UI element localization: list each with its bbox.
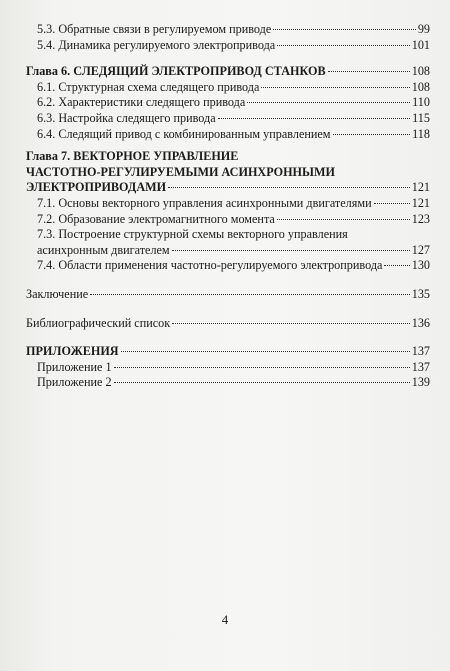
toc-entry-page: 99 xyxy=(417,22,430,36)
chapter-page: 108 xyxy=(411,64,430,79)
toc-appendix-1 xyxy=(26,360,430,376)
toc-chapter-7 xyxy=(26,149,430,196)
chapter-page: 121 xyxy=(411,180,430,195)
toc-entry-label: Приложение 1 xyxy=(37,359,112,374)
toc-entry-page: 123 xyxy=(411,211,430,226)
dot-leader xyxy=(273,29,416,30)
dot-leader xyxy=(114,382,410,383)
dot-leader xyxy=(172,323,410,324)
toc-entry-7-4 xyxy=(26,258,430,274)
table-of-contents xyxy=(26,22,430,391)
toc-entry-label: Библиографический список xyxy=(26,315,171,330)
toc-entry-label: 7.4. Области применения частотно-регулируемого электропривода xyxy=(37,258,383,273)
toc-entry-label: 6.1. Структурная схема следящего привода xyxy=(37,79,260,94)
chapter-title-line: ЧАСТОТНО-РЕГУЛИРУЕМЫМИ АСИНХРОННЫМИ xyxy=(26,164,335,179)
toc-entry-label: 6.2. Характеристики следящего привода xyxy=(37,95,246,110)
toc-appendix-2 xyxy=(26,375,430,391)
toc-entry-6-2 xyxy=(26,95,430,111)
toc-entry-label: 7.1. Основы векторного управления асинхронными двигателями xyxy=(37,195,372,210)
chapter-page: 137 xyxy=(411,344,430,359)
dot-leader xyxy=(218,118,410,119)
toc-entry-6-1 xyxy=(26,80,430,96)
dot-leader xyxy=(277,45,410,46)
toc-entry-label: Приложение 2 xyxy=(37,375,112,390)
toc-entry-page: 115 xyxy=(412,110,430,125)
toc-entry-5-3 xyxy=(26,22,430,38)
chapter-title-line: ЭЛЕКТРОПРИВОДАМИ xyxy=(26,180,167,195)
toc-entry-label: 5.3. Обратные связи в регулируемом приводе xyxy=(37,22,272,36)
toc-entry-page: 110 xyxy=(412,95,430,110)
dot-leader xyxy=(328,71,410,72)
dot-leader xyxy=(247,102,410,103)
dot-leader xyxy=(172,250,410,251)
toc-entry-label-line: 7.3. Построение структурной схемы векторного управления xyxy=(37,227,348,242)
toc-entry-7-2 xyxy=(26,212,430,228)
dot-leader xyxy=(277,219,410,220)
toc-entry-page: 136 xyxy=(411,315,430,330)
toc-entry-page: 137 xyxy=(411,359,430,374)
dot-leader xyxy=(261,87,409,88)
dot-leader xyxy=(168,187,410,188)
toc-entry-label: Заключение xyxy=(26,286,89,301)
toc-entry-page: 101 xyxy=(411,37,430,52)
dot-leader xyxy=(114,367,410,368)
toc-entry-6-3 xyxy=(26,111,430,127)
dot-leader xyxy=(121,351,410,352)
toc-entry-page: 108 xyxy=(411,79,430,94)
toc-entry-label: 6.4. Следящий привод с комбинированным управлением xyxy=(37,126,331,141)
toc-bibliography xyxy=(26,316,430,332)
toc-conclusion xyxy=(26,287,430,303)
chapter-title-line: Глава 7. ВЕКТОРНОЕ УПРАВЛЕНИЕ xyxy=(26,149,239,164)
dot-leader xyxy=(374,203,410,204)
toc-entry-label: 6.3. Настройка следящего привода xyxy=(37,110,216,125)
chapter-title: Глава 6. СЛЕДЯЩИЙ ЭЛЕКТРОПРИВОД СТАНКОВ xyxy=(26,64,326,79)
toc-entry-page: 139 xyxy=(411,375,430,390)
toc-entry-label: 7.2. Образование электромагнитного момента xyxy=(37,211,275,226)
toc-entry-page: 118 xyxy=(412,126,430,141)
dot-leader xyxy=(384,265,409,266)
dot-leader xyxy=(333,134,411,135)
toc-chapter-6 xyxy=(26,64,430,80)
toc-entry-page: 127 xyxy=(411,242,430,257)
toc-entry-5-4 xyxy=(26,38,430,54)
page-number: 4 xyxy=(221,612,229,627)
chapter-title: ПРИЛОЖЕНИЯ xyxy=(26,344,119,359)
toc-entry-label: 5.4. Динамика регулируемого электропривода xyxy=(37,37,276,52)
toc-entry-7-3 xyxy=(26,227,430,258)
toc-entry-page: 135 xyxy=(411,286,430,301)
toc-appendices xyxy=(26,344,430,360)
dot-leader xyxy=(90,294,410,295)
toc-entry-7-1 xyxy=(26,196,430,212)
toc-entry-page: 130 xyxy=(411,258,430,273)
toc-entry-6-4 xyxy=(26,127,430,143)
toc-entry-label-line: асинхронным двигателем xyxy=(37,242,170,257)
toc-entry-page: 121 xyxy=(411,195,430,210)
